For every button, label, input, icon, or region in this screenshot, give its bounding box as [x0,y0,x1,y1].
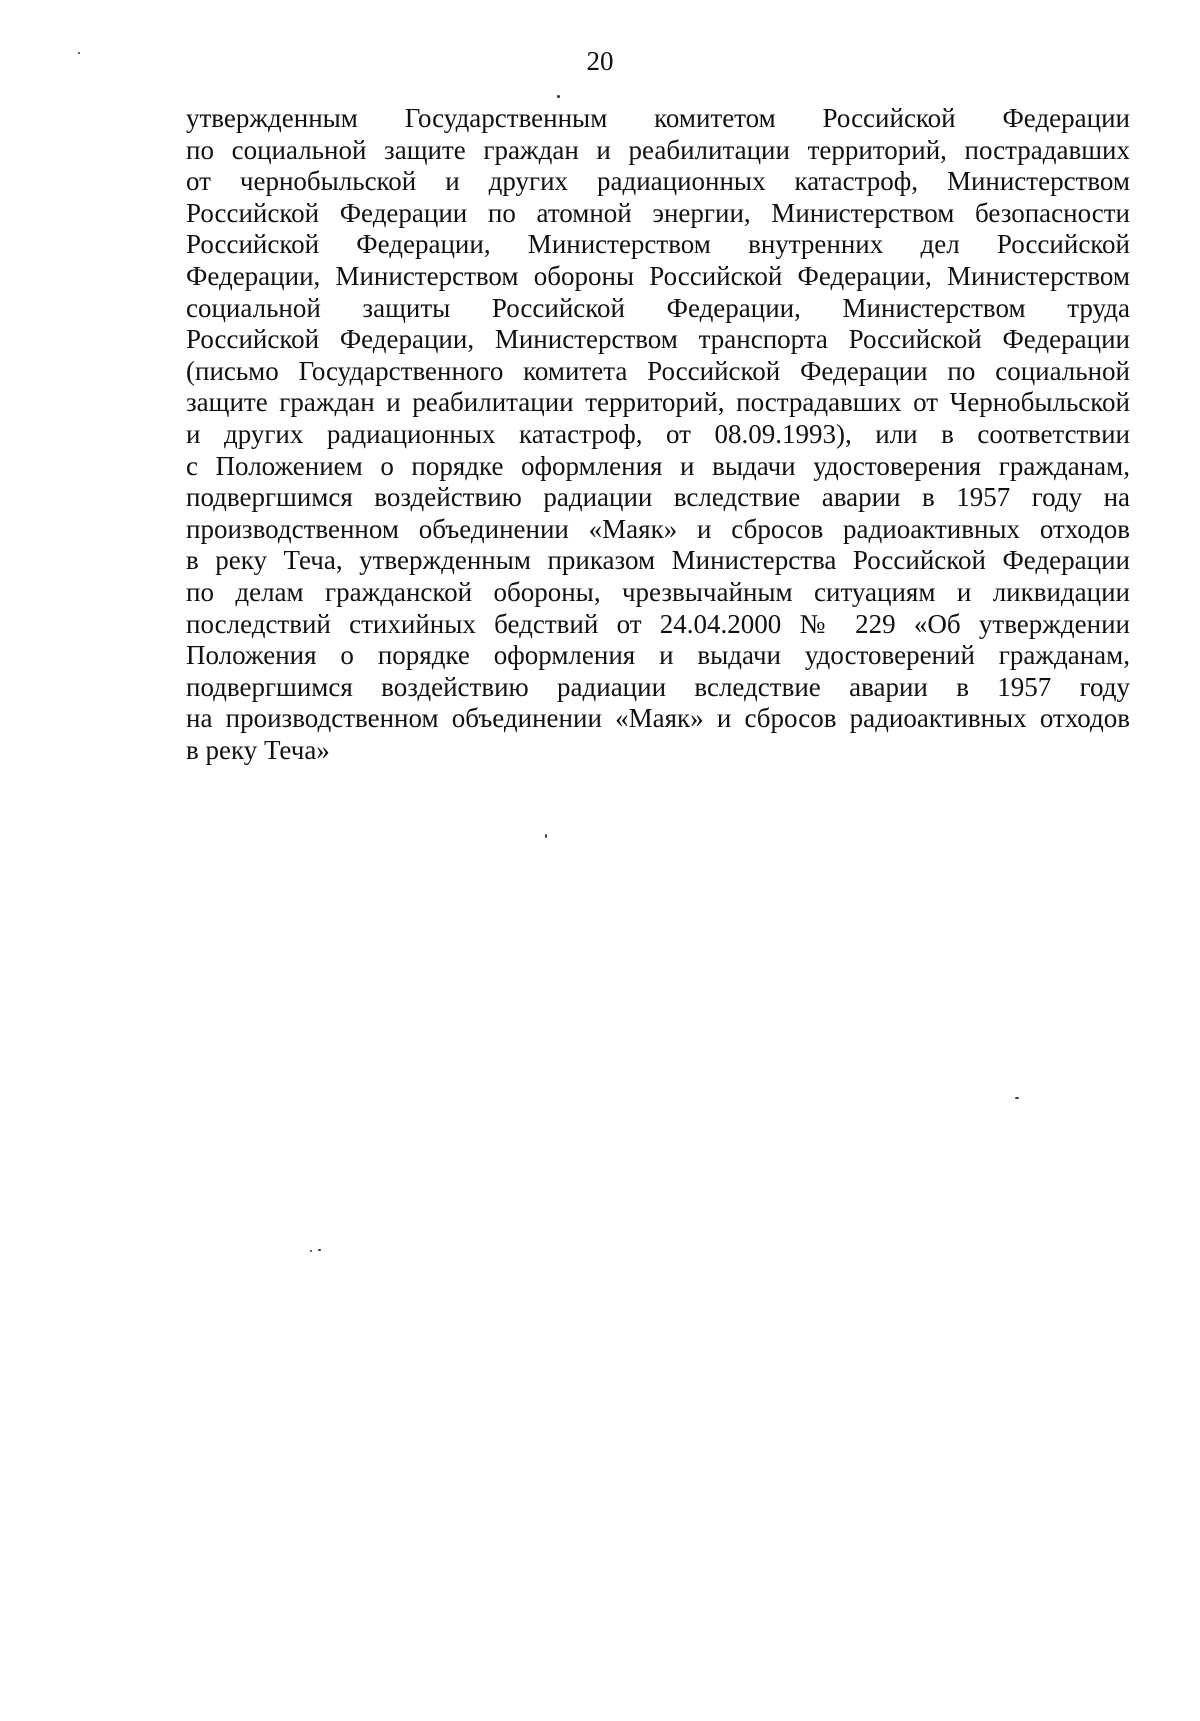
text-line: социальной защиты Российской Федерации, Министерством труда [186,292,1130,323]
text-line: Федерации, Министерством обороны Российской Федерации, Министерством [186,260,1130,291]
scan-speck [1015,1097,1019,1099]
text-line: утвержденным Государственным комитетом Российской Федерации [186,103,1130,133]
scan-speck [310,1250,312,1252]
scan-speck [318,1249,321,1251]
text-line: защите граждан и реабилитации территорий, пострадавших от Чернобыльской [186,387,1130,418]
page-number: 20 [586,46,614,76]
body-paragraph [186,103,1130,766]
text-line: подвергшимся воздействию радиации вследствие аварии в 1957 году на [186,482,1130,513]
text-line: в реку Теча, утвержденным приказом Министерства Российской Федерации [186,545,1130,576]
scan-speck [557,95,560,98]
text-line: по делам гражданской обороны, чрезвычайным ситуациям и ликвидации [186,576,1130,607]
text-line: и других радиационных катастроф, от 08.09.1993), или в соответствии [186,418,1130,449]
text-line: производственном объединении «Маяк» и сбросов радиоактивных отходов [186,513,1130,544]
text-line: последствий стихийных бедствий от 24.04.2000 № 229 «Об утверждении [186,608,1130,639]
text-line: от чернобыльской и других радиационных катастроф, Министерством [186,166,1130,197]
text-line: подвергшимся воздействию радиации вследствие аварии в 1957 году [186,671,1130,702]
text-line: Российской Федерации, Министерством внутренних дел Российской [186,229,1130,260]
text-line: по социальной защите граждан и реабилитации территорий, пострадавших [186,134,1130,165]
text-line: Российской Федерации по атомной энергии, Министерством безопасности [186,197,1130,228]
scan-speck [545,834,547,838]
text-line: Российской Федерации, Министерством транспорта Российской Федерации [186,324,1130,355]
text-line: в реку Теча» [186,734,330,765]
text-line: на производственном объединении «Маяк» и сбросов радиоактивных отходов [186,703,1130,734]
scan-speck [78,52,80,54]
text-line: (письмо Государственного комитета Российской Федерации по социальной [186,355,1130,386]
text-line: с Положением о порядке оформления и выдачи удостоверения гражданам, [186,450,1130,481]
text-line: Положения о порядке оформления и выдачи удостоверений гражданам, [186,640,1130,671]
